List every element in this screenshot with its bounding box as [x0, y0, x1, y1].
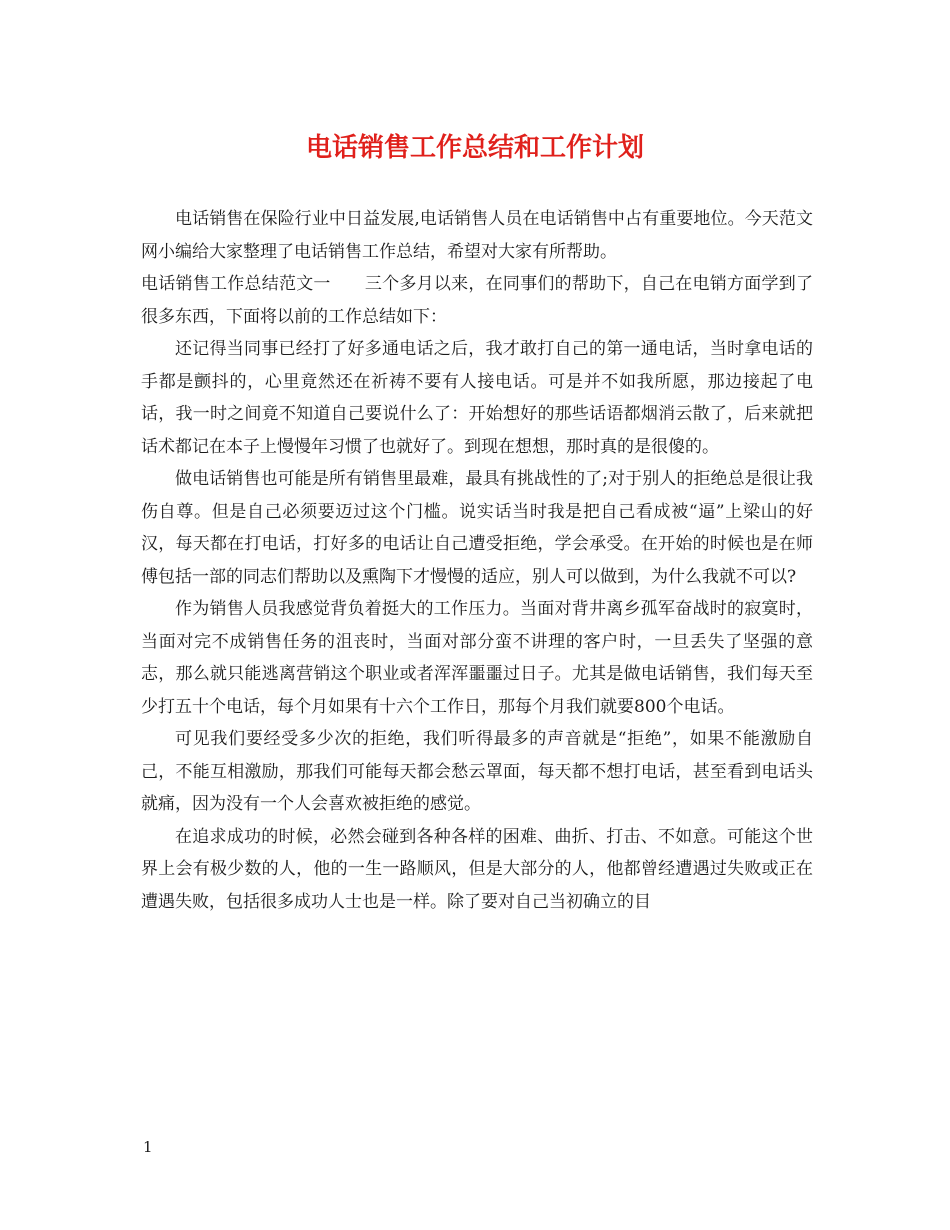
page-number: 1: [143, 1138, 153, 1156]
document-title: 电话销售工作总结和工作计划: [305, 133, 644, 163]
section-paragraph: [141, 268, 813, 333]
body-paragraph-5: 在追求成功的时候，必然会碰到各种各样的困难、曲折、打击、不如意。可能这个世界上会有极少数的人，他的一生一路顺风，但是大部分的人，他都曾经遭遇过失败或正在遭遇失败，包括很多成功人士也是一样。除了要对自己当初确立的目: [141, 826, 813, 912]
intro-paragraph: 电话销售在保险行业中日益发展,电话销售人员在电话销售中占有重要地位。今天范文网小编给大家整理了电话销售工作总结，希望对大家有所帮助。: [141, 209, 813, 262]
body-paragraph-4: 可见我们要经受多少次的拒绝，我们听得最多的声音就是“拒绝”，如果不能激励自己，不能互相激励，那我们可能每天都会愁云罩面，每天都不想打电话，甚至看到电话头就痛，因为没有一个人会喜欢被拒绝的感觉。: [141, 729, 813, 814]
document-body: [141, 203, 813, 918]
body-paragraph-1: 还记得当同事已经打了好多通电话之后，我才敢打自己的第一通电话，当时拿电话的手都是颤抖的，心里竟然还在祈祷不要有人接电话。可是并不如我所愿，那边接起了电话，我一时之间竟不知道自己要说什么了：开始想好的那些话语都烟消云散了，后来就把话术都记在本子上慢慢年习惯了也就好了。到现在想想，那时真的是很傻的。: [141, 339, 813, 457]
section-lead: 三个多月以来，在同事们的帮助下，自己在电销方面学到了很多东西，下面将以前的工作总结如下：: [141, 274, 814, 327]
body-paragraph-3: 作为销售人员我感觉背负着挺大的工作压力。当面对背井离乡孤军奋战时的寂寞时，当面对完不成销售任务的沮丧时，当面对部分蛮不讲理的客户时，一旦丢失了坚强的意志，那么就只能逃离营销这个职业或者浑浑噩噩过日子。尤其是做电话销售，我们每天至少打五十个电话，每个月如果有十六个工作日，那每个月我们就要800个电话。: [141, 599, 813, 717]
section-heading: 电话销售工作总结范文一: [141, 274, 331, 294]
body-paragraph-2: 做电话销售也可能是所有销售里最难，最具有挑战性的了;对于别人的拒绝总是很让我伤自尊。但是自己必须要迈过这个门槛。说实话当时我是把自己看成被“逼”上梁山的好汉，每天都在打电话，打好多的电话让自己遭受拒绝，学会承受。在开始的时候也是在师傅包括一部的同志们帮助以及熏陶下才慢慢的适应，别人可以做到，为什么我就不可以?: [141, 469, 813, 587]
